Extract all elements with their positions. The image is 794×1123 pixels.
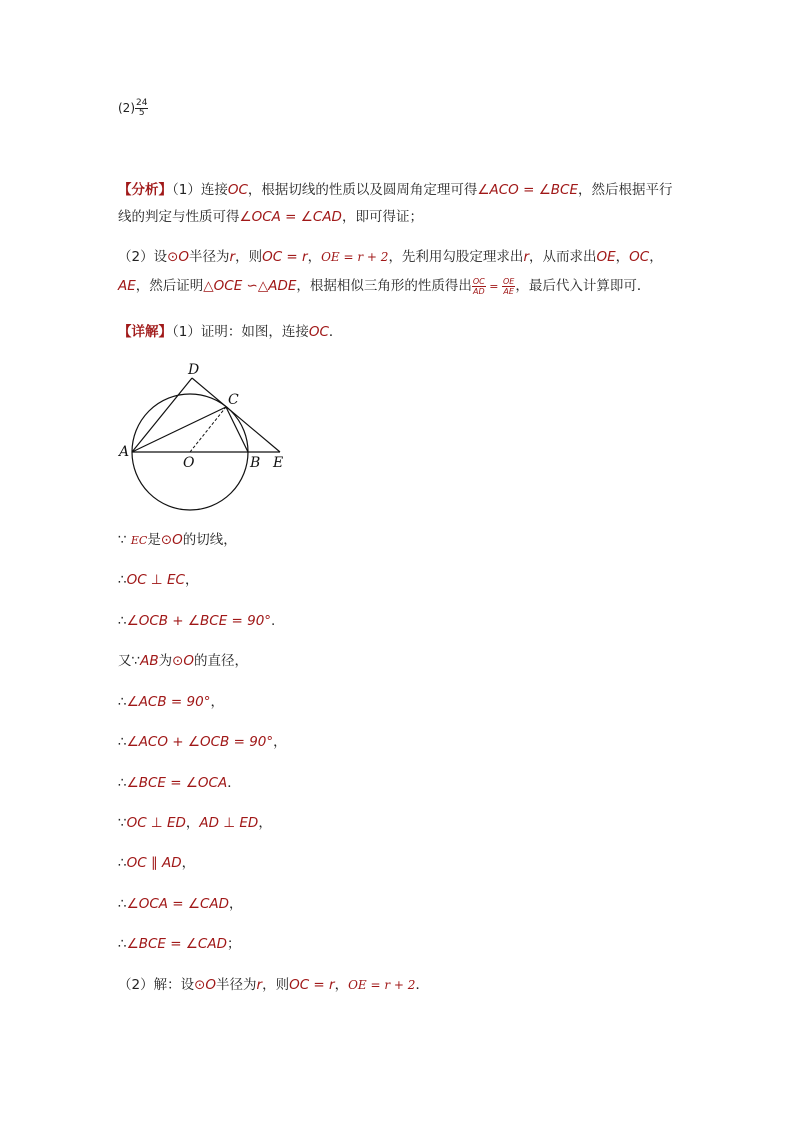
math: ∠OCA = ∠CAD — [239, 209, 342, 225]
text: 半径为 — [216, 977, 257, 993]
part2-solution — [118, 975, 429, 995]
math: ∠OCB + ∠BCE = 90° — [126, 613, 272, 629]
text: ∴ — [118, 855, 127, 871]
text: 是 — [147, 532, 161, 548]
answer-numerator: 24 — [136, 98, 148, 108]
text: ，从而求出 — [529, 249, 597, 265]
math: ∠ACO + ∠OCB = 90° — [126, 734, 274, 750]
math: ⊙O — [194, 977, 217, 993]
fraction-oe-ae — [502, 277, 515, 296]
label-d: D — [188, 362, 200, 378]
math: ∠OCA = ∠CAD — [126, 896, 230, 912]
math: ∠ACO = ∠BCE — [477, 182, 579, 198]
math: OE = r + 2 — [321, 250, 389, 264]
text: （2）解：设 — [118, 977, 195, 993]
math: ⊙O — [160, 532, 183, 548]
step-2 — [118, 570, 198, 590]
detail-intro — [118, 322, 342, 342]
text: 半径为 — [189, 249, 230, 265]
math: OC = r — [289, 977, 335, 993]
text: （1）证明：如图，连接 — [172, 324, 309, 340]
text: ∴ — [118, 694, 127, 710]
label-o: O — [183, 455, 195, 471]
label-b: B — [250, 455, 261, 471]
step-3 — [118, 611, 275, 631]
math: △OCE ∽△ADE — [203, 278, 297, 294]
analysis-line-1 — [118, 180, 673, 200]
numerator: OC — [472, 276, 485, 286]
segment-oc-dashed — [190, 407, 226, 452]
math: r — [256, 977, 263, 993]
math: AB — [140, 653, 159, 669]
text: （2）设 — [118, 249, 168, 265]
step-5 — [118, 692, 224, 712]
text: 的切线， — [182, 532, 237, 548]
math: AD ⊥ ED — [199, 815, 259, 831]
step-11 — [118, 934, 240, 954]
answer-denominator: 5 — [138, 108, 145, 118]
math: OC ∥ AD — [126, 855, 182, 871]
math: OC — [308, 324, 329, 340]
text: ． — [227, 775, 241, 791]
text: 又∵ — [118, 653, 141, 669]
text: （1）连接 — [172, 182, 228, 198]
numerator: OE — [502, 276, 515, 286]
math: ∠ACB = 90° — [126, 694, 211, 710]
answer-prefix: (2) — [118, 101, 135, 115]
text: 的直径， — [194, 653, 249, 669]
text: ∴ — [118, 775, 127, 791]
text: ∴ — [118, 734, 127, 750]
math: OC ⊥ ED — [126, 815, 186, 831]
text: ， — [307, 249, 322, 265]
text: ． — [415, 977, 429, 993]
text: ， — [210, 694, 224, 710]
equals: = — [485, 280, 502, 293]
text: ∴ — [118, 572, 127, 588]
math: ∠BCE = ∠OCA — [126, 775, 228, 791]
step-8 — [118, 813, 272, 833]
text: ， — [273, 734, 287, 750]
math: r — [523, 249, 529, 265]
math: OC = r — [262, 249, 308, 265]
text: ， — [334, 977, 349, 993]
text: ，根据切线的性质以及圆周角定理可得 — [247, 182, 478, 198]
answer-fraction — [135, 99, 148, 118]
math: OC ⊥ EC — [126, 572, 185, 588]
text: ，然后根据平行 — [578, 182, 673, 198]
step-1 — [118, 530, 237, 551]
analysis-tag: 【分析】 — [118, 182, 172, 198]
detail-tag: 【详解】 — [118, 324, 172, 340]
text: ，最后代入计算即可． — [515, 278, 651, 294]
step-9 — [118, 853, 195, 873]
text: ， — [184, 572, 199, 588]
math: OC — [629, 249, 650, 265]
text: ，然后证明 — [135, 278, 204, 294]
text: 为 — [158, 653, 173, 669]
denominator: AE — [503, 286, 514, 296]
step-7 — [118, 773, 241, 793]
text: ∵ — [118, 532, 131, 548]
text: ，则 — [262, 977, 290, 993]
text: ∵ — [118, 815, 127, 831]
analysis-line-2 — [118, 207, 423, 227]
text: ，则 — [235, 249, 263, 265]
math: OE — [596, 249, 616, 265]
text: ∴ — [118, 613, 127, 629]
text: . — [271, 613, 276, 629]
step-4 — [118, 651, 248, 671]
text: 线的判定与性质可得 — [118, 209, 240, 225]
text: ，先利用勾股定理求出 — [388, 249, 524, 265]
text: ， — [181, 855, 196, 871]
label-c: C — [228, 392, 239, 408]
text: ， — [185, 815, 200, 831]
math: AE — [118, 278, 136, 294]
math: OC — [227, 182, 248, 198]
text: ， — [229, 896, 243, 912]
math: ∠BCE = ∠CAD — [126, 936, 227, 952]
text: ，即可得证； — [341, 209, 423, 225]
math: r — [229, 249, 236, 265]
analysis-line-3 — [118, 247, 663, 267]
segment-cb — [226, 407, 248, 452]
text: ， — [258, 815, 272, 831]
text: ∴ — [118, 936, 127, 952]
step-10 — [118, 894, 243, 914]
step-6 — [118, 732, 287, 752]
segment-ad — [132, 378, 192, 452]
text: ∴ — [118, 896, 127, 912]
text: ，根据相似三角形的性质得出 — [296, 278, 472, 294]
label-e: E — [273, 455, 284, 471]
math: ⊙O — [167, 249, 190, 265]
segment-de — [192, 378, 280, 452]
text: ， — [649, 249, 663, 265]
denominator: AD — [473, 286, 485, 296]
math: OE = r + 2 — [348, 978, 416, 992]
text: ． — [328, 324, 343, 340]
fraction-oc-ad — [472, 277, 486, 296]
answer-part2 — [118, 98, 148, 118]
math: EC — [130, 534, 148, 547]
label-a: A — [119, 444, 130, 460]
text: ， — [615, 249, 630, 265]
math: ⊙O — [172, 653, 195, 669]
geometry-figure — [114, 356, 298, 514]
analysis-line-4 — [118, 276, 650, 297]
text: ； — [226, 936, 241, 952]
